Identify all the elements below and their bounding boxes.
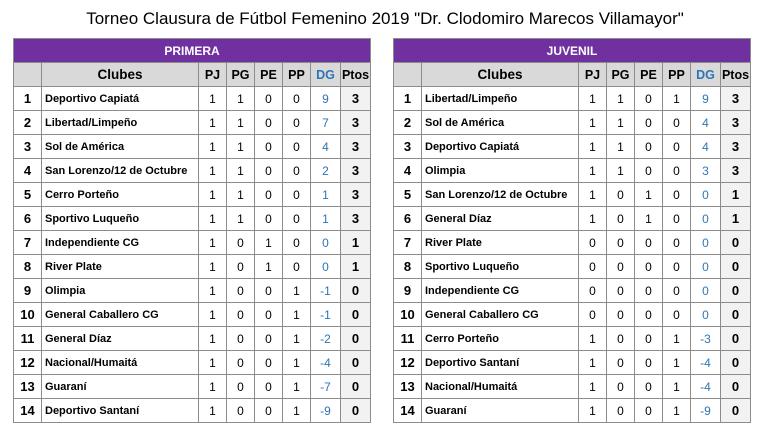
ptos-cell: 0 bbox=[341, 303, 371, 327]
position-cell: 11 bbox=[394, 327, 422, 351]
header-pg: PG bbox=[607, 63, 635, 87]
dg-cell: 0 bbox=[691, 207, 721, 231]
dg-cell: 0 bbox=[691, 183, 721, 207]
ptos-cell: 0 bbox=[721, 327, 751, 351]
table-row bbox=[394, 399, 751, 423]
table-row bbox=[394, 255, 751, 279]
ptos-cell: 3 bbox=[341, 183, 371, 207]
table-row bbox=[394, 279, 751, 303]
pj-cell: 1 bbox=[579, 111, 607, 135]
pe-cell: 0 bbox=[255, 399, 283, 423]
table-row bbox=[14, 351, 371, 375]
pg-cell: 1 bbox=[227, 135, 255, 159]
header-clubes: Clubes bbox=[42, 63, 199, 87]
header-pj: PJ bbox=[579, 63, 607, 87]
pe-cell: 0 bbox=[255, 111, 283, 135]
table-row bbox=[14, 183, 371, 207]
pj-cell: 1 bbox=[579, 399, 607, 423]
pe-cell: 0 bbox=[255, 303, 283, 327]
header-pp: PP bbox=[663, 63, 691, 87]
table-row bbox=[394, 111, 751, 135]
ptos-cell: 3 bbox=[721, 135, 751, 159]
club-name-cell: Deportivo Capiatá bbox=[42, 87, 199, 111]
pp-cell: 1 bbox=[283, 327, 311, 351]
ptos-cell: 0 bbox=[721, 231, 751, 255]
position-cell: 6 bbox=[14, 207, 42, 231]
pj-cell: 1 bbox=[199, 375, 227, 399]
ptos-cell: 0 bbox=[721, 399, 751, 423]
dg-cell: 0 bbox=[691, 231, 721, 255]
ptos-cell: 0 bbox=[341, 399, 371, 423]
dg-cell: 0 bbox=[691, 279, 721, 303]
pe-cell: 0 bbox=[255, 207, 283, 231]
pj-cell: 1 bbox=[579, 351, 607, 375]
header-position bbox=[14, 63, 42, 87]
pj-cell: 1 bbox=[199, 327, 227, 351]
ptos-cell: 0 bbox=[721, 255, 751, 279]
table-row bbox=[14, 327, 371, 351]
ptos-cell: 0 bbox=[341, 327, 371, 351]
pj-cell: 1 bbox=[199, 303, 227, 327]
ptos-cell: 3 bbox=[721, 87, 751, 111]
pp-cell: 0 bbox=[663, 303, 691, 327]
pj-cell: 1 bbox=[199, 279, 227, 303]
dg-cell: -4 bbox=[311, 351, 341, 375]
pe-cell: 0 bbox=[635, 87, 663, 111]
position-cell: 1 bbox=[394, 87, 422, 111]
dg-cell: 0 bbox=[311, 255, 341, 279]
pp-cell: 0 bbox=[283, 183, 311, 207]
club-name-cell: Deportivo Santaní bbox=[422, 351, 579, 375]
club-name-cell: Independiente CG bbox=[422, 279, 579, 303]
table-banner: JUVENIL bbox=[394, 39, 751, 63]
dg-cell: 2 bbox=[311, 159, 341, 183]
header-pg: PG bbox=[227, 63, 255, 87]
table-banner: PRIMERA bbox=[14, 39, 371, 63]
ptos-cell: 3 bbox=[341, 135, 371, 159]
club-name-cell: Sol de América bbox=[422, 111, 579, 135]
position-cell: 4 bbox=[14, 159, 42, 183]
pe-cell: 0 bbox=[635, 399, 663, 423]
dg-cell: 4 bbox=[311, 135, 341, 159]
pp-cell: 0 bbox=[663, 207, 691, 231]
pp-cell: 0 bbox=[663, 231, 691, 255]
ptos-cell: 0 bbox=[721, 279, 751, 303]
dg-cell: 4 bbox=[691, 135, 721, 159]
pj-cell: 1 bbox=[579, 135, 607, 159]
ptos-cell: 0 bbox=[721, 303, 751, 327]
pp-cell: 1 bbox=[283, 399, 311, 423]
pe-cell: 1 bbox=[255, 231, 283, 255]
dg-cell: 3 bbox=[691, 159, 721, 183]
dg-cell: 1 bbox=[311, 183, 341, 207]
position-cell: 13 bbox=[14, 375, 42, 399]
ptos-cell: 3 bbox=[341, 207, 371, 231]
pp-cell: 0 bbox=[663, 159, 691, 183]
pj-cell: 1 bbox=[579, 207, 607, 231]
pg-cell: 0 bbox=[607, 255, 635, 279]
table-row bbox=[14, 375, 371, 399]
club-name-cell: Cerro Porteño bbox=[42, 183, 199, 207]
pg-cell: 0 bbox=[607, 327, 635, 351]
club-name-cell: San Lorenzo/12 de Octubre bbox=[42, 159, 199, 183]
club-name-cell: Sportivo Luqueño bbox=[422, 255, 579, 279]
position-cell: 12 bbox=[394, 351, 422, 375]
ptos-cell: 0 bbox=[721, 375, 751, 399]
pg-cell: 1 bbox=[607, 135, 635, 159]
club-name-cell: Independiente CG bbox=[42, 231, 199, 255]
table-row bbox=[14, 207, 371, 231]
position-cell: 7 bbox=[14, 231, 42, 255]
pp-cell: 1 bbox=[663, 375, 691, 399]
pg-cell: 0 bbox=[227, 279, 255, 303]
pe-cell: 1 bbox=[635, 207, 663, 231]
pj-cell: 0 bbox=[579, 255, 607, 279]
position-cell: 6 bbox=[394, 207, 422, 231]
club-name-cell: River Plate bbox=[422, 231, 579, 255]
pj-cell: 1 bbox=[199, 207, 227, 231]
table-row bbox=[14, 135, 371, 159]
ptos-cell: 0 bbox=[341, 375, 371, 399]
pj-cell: 1 bbox=[199, 135, 227, 159]
ptos-cell: 3 bbox=[341, 159, 371, 183]
pj-cell: 1 bbox=[199, 231, 227, 255]
pg-cell: 1 bbox=[227, 87, 255, 111]
pg-cell: 0 bbox=[607, 231, 635, 255]
position-cell: 14 bbox=[394, 399, 422, 423]
pg-cell: 0 bbox=[607, 207, 635, 231]
club-name-cell: Libertad/Limpeño bbox=[422, 87, 579, 111]
pg-cell: 0 bbox=[227, 255, 255, 279]
primera-standings-table bbox=[13, 38, 371, 423]
table-row bbox=[14, 159, 371, 183]
table-row bbox=[394, 375, 751, 399]
header-ptos: Ptos bbox=[341, 63, 371, 87]
page-title: Torneo Clausura de Fútbol Femenino 2019 "Dr. Clodomiro Marecos Villamayor" bbox=[86, 9, 684, 28]
pe-cell: 0 bbox=[635, 351, 663, 375]
pe-cell: 0 bbox=[255, 279, 283, 303]
pj-cell: 0 bbox=[579, 279, 607, 303]
pj-cell: 1 bbox=[199, 255, 227, 279]
table-row bbox=[394, 183, 751, 207]
position-cell: 10 bbox=[394, 303, 422, 327]
pe-cell: 0 bbox=[635, 375, 663, 399]
pp-cell: 0 bbox=[283, 159, 311, 183]
pp-cell: 1 bbox=[663, 87, 691, 111]
pg-cell: 0 bbox=[607, 375, 635, 399]
table-row bbox=[394, 303, 751, 327]
pp-cell: 1 bbox=[663, 399, 691, 423]
pp-cell: 0 bbox=[663, 111, 691, 135]
position-cell: 2 bbox=[14, 111, 42, 135]
header-pe: PE bbox=[255, 63, 283, 87]
club-name-cell: Guaraní bbox=[422, 399, 579, 423]
pp-cell: 0 bbox=[283, 231, 311, 255]
pe-cell: 0 bbox=[635, 159, 663, 183]
header-position bbox=[394, 63, 422, 87]
position-cell: 10 bbox=[14, 303, 42, 327]
pg-cell: 1 bbox=[607, 159, 635, 183]
pe-cell: 0 bbox=[255, 351, 283, 375]
table-row bbox=[394, 135, 751, 159]
position-cell: 3 bbox=[394, 135, 422, 159]
header-clubes: Clubes bbox=[422, 63, 579, 87]
dg-cell: -4 bbox=[691, 351, 721, 375]
club-name-cell: General Caballero CG bbox=[422, 303, 579, 327]
table-row bbox=[14, 279, 371, 303]
table-row bbox=[14, 399, 371, 423]
club-name-cell: Deportivo Santaní bbox=[42, 399, 199, 423]
pp-cell: 0 bbox=[663, 183, 691, 207]
position-cell: 1 bbox=[14, 87, 42, 111]
table-row bbox=[394, 351, 751, 375]
ptos-cell: 3 bbox=[721, 159, 751, 183]
pe-cell: 0 bbox=[635, 135, 663, 159]
dg-cell: 9 bbox=[311, 87, 341, 111]
pp-cell: 0 bbox=[283, 135, 311, 159]
pj-cell: 1 bbox=[579, 183, 607, 207]
pe-cell: 0 bbox=[635, 255, 663, 279]
pg-cell: 1 bbox=[607, 87, 635, 111]
club-name-cell: General Caballero CG bbox=[42, 303, 199, 327]
ptos-cell: 1 bbox=[721, 207, 751, 231]
position-cell: 9 bbox=[394, 279, 422, 303]
header-dg: DG bbox=[311, 63, 341, 87]
position-cell: 8 bbox=[394, 255, 422, 279]
pe-cell: 0 bbox=[635, 231, 663, 255]
pj-cell: 1 bbox=[199, 159, 227, 183]
pg-cell: 0 bbox=[227, 303, 255, 327]
pe-cell: 0 bbox=[635, 303, 663, 327]
pj-cell: 0 bbox=[579, 231, 607, 255]
position-cell: 5 bbox=[14, 183, 42, 207]
position-cell: 3 bbox=[14, 135, 42, 159]
pe-cell: 1 bbox=[255, 255, 283, 279]
pj-cell: 1 bbox=[199, 87, 227, 111]
club-name-cell: Deportivo Capiatá bbox=[422, 135, 579, 159]
pg-cell: 0 bbox=[227, 231, 255, 255]
pj-cell: 1 bbox=[579, 327, 607, 351]
dg-cell: -2 bbox=[311, 327, 341, 351]
pg-cell: 1 bbox=[227, 111, 255, 135]
position-cell: 11 bbox=[14, 327, 42, 351]
pp-cell: 1 bbox=[663, 327, 691, 351]
ptos-cell: 1 bbox=[341, 231, 371, 255]
ptos-cell: 3 bbox=[341, 111, 371, 135]
ptos-cell: 1 bbox=[341, 255, 371, 279]
dg-cell: -1 bbox=[311, 279, 341, 303]
pe-cell: 0 bbox=[255, 87, 283, 111]
ptos-cell: 0 bbox=[341, 279, 371, 303]
club-name-cell: San Lorenzo/12 de Octubre bbox=[422, 183, 579, 207]
club-name-cell: Guaraní bbox=[42, 375, 199, 399]
pe-cell: 1 bbox=[635, 183, 663, 207]
dg-cell: 9 bbox=[691, 87, 721, 111]
pj-cell: 1 bbox=[199, 111, 227, 135]
table-row bbox=[394, 231, 751, 255]
pp-cell: 1 bbox=[283, 351, 311, 375]
ptos-cell: 3 bbox=[341, 87, 371, 111]
pp-cell: 0 bbox=[663, 135, 691, 159]
dg-cell: -9 bbox=[691, 399, 721, 423]
pp-cell: 0 bbox=[663, 255, 691, 279]
position-cell: 7 bbox=[394, 231, 422, 255]
pg-cell: 0 bbox=[607, 279, 635, 303]
dg-cell: -7 bbox=[311, 375, 341, 399]
dg-cell: 7 bbox=[311, 111, 341, 135]
pg-cell: 0 bbox=[607, 351, 635, 375]
ptos-cell: 0 bbox=[721, 351, 751, 375]
header-pp: PP bbox=[283, 63, 311, 87]
pg-cell: 1 bbox=[607, 111, 635, 135]
table-row bbox=[394, 159, 751, 183]
club-name-cell: Olimpia bbox=[42, 279, 199, 303]
juvenil-standings-table bbox=[393, 38, 751, 423]
dg-cell: 4 bbox=[691, 111, 721, 135]
club-name-cell: Nacional/Humaitá bbox=[422, 375, 579, 399]
pg-cell: 0 bbox=[607, 183, 635, 207]
club-name-cell: General Díaz bbox=[42, 327, 199, 351]
pg-cell: 1 bbox=[227, 159, 255, 183]
header-pe: PE bbox=[635, 63, 663, 87]
position-cell: 9 bbox=[14, 279, 42, 303]
pe-cell: 0 bbox=[255, 375, 283, 399]
table-row bbox=[394, 207, 751, 231]
dg-cell: 0 bbox=[311, 231, 341, 255]
position-cell: 2 bbox=[394, 111, 422, 135]
pp-cell: 1 bbox=[663, 351, 691, 375]
pp-cell: 1 bbox=[283, 375, 311, 399]
position-cell: 5 bbox=[394, 183, 422, 207]
club-name-cell: General Díaz bbox=[422, 207, 579, 231]
pj-cell: 1 bbox=[199, 399, 227, 423]
pj-cell: 1 bbox=[579, 159, 607, 183]
table-row bbox=[394, 87, 751, 111]
club-name-cell: Cerro Porteño bbox=[422, 327, 579, 351]
pe-cell: 0 bbox=[255, 327, 283, 351]
pg-cell: 0 bbox=[227, 399, 255, 423]
club-name-cell: Sol de América bbox=[42, 135, 199, 159]
header-ptos: Ptos bbox=[721, 63, 751, 87]
pg-cell: 0 bbox=[227, 351, 255, 375]
pj-cell: 1 bbox=[579, 375, 607, 399]
pe-cell: 0 bbox=[255, 159, 283, 183]
dg-cell: 0 bbox=[691, 303, 721, 327]
position-cell: 8 bbox=[14, 255, 42, 279]
club-name-cell: Nacional/Humaitá bbox=[42, 351, 199, 375]
table-row bbox=[14, 111, 371, 135]
pe-cell: 0 bbox=[635, 279, 663, 303]
dg-cell: -3 bbox=[691, 327, 721, 351]
pg-cell: 0 bbox=[607, 303, 635, 327]
pp-cell: 0 bbox=[663, 279, 691, 303]
ptos-cell: 1 bbox=[721, 183, 751, 207]
pg-cell: 1 bbox=[227, 183, 255, 207]
pg-cell: 0 bbox=[227, 375, 255, 399]
table-row bbox=[14, 255, 371, 279]
header-pj: PJ bbox=[199, 63, 227, 87]
pe-cell: 0 bbox=[255, 135, 283, 159]
position-cell: 4 bbox=[394, 159, 422, 183]
ptos-cell: 3 bbox=[721, 111, 751, 135]
pg-cell: 1 bbox=[227, 207, 255, 231]
club-name-cell: Olimpia bbox=[422, 159, 579, 183]
position-cell: 12 bbox=[14, 351, 42, 375]
pj-cell: 1 bbox=[579, 87, 607, 111]
pj-cell: 1 bbox=[199, 351, 227, 375]
pg-cell: 0 bbox=[227, 327, 255, 351]
ptos-cell: 0 bbox=[341, 351, 371, 375]
pp-cell: 1 bbox=[283, 279, 311, 303]
club-name-cell: River Plate bbox=[42, 255, 199, 279]
dg-cell: -1 bbox=[311, 303, 341, 327]
pp-cell: 0 bbox=[283, 87, 311, 111]
pp-cell: 0 bbox=[283, 207, 311, 231]
table-row bbox=[14, 231, 371, 255]
dg-cell: 0 bbox=[691, 255, 721, 279]
pp-cell: 0 bbox=[283, 255, 311, 279]
club-name-cell: Sportivo Luqueño bbox=[42, 207, 199, 231]
pg-cell: 0 bbox=[607, 399, 635, 423]
dg-cell: 1 bbox=[311, 207, 341, 231]
pp-cell: 0 bbox=[283, 111, 311, 135]
header-dg: DG bbox=[691, 63, 721, 87]
position-cell: 13 bbox=[394, 375, 422, 399]
table-row bbox=[394, 327, 751, 351]
pj-cell: 0 bbox=[579, 303, 607, 327]
table-row bbox=[14, 303, 371, 327]
club-name-cell: Libertad/Limpeño bbox=[42, 111, 199, 135]
position-cell: 14 bbox=[14, 399, 42, 423]
dg-cell: -4 bbox=[691, 375, 721, 399]
pe-cell: 0 bbox=[635, 327, 663, 351]
pe-cell: 0 bbox=[255, 183, 283, 207]
pj-cell: 1 bbox=[199, 183, 227, 207]
pe-cell: 0 bbox=[635, 111, 663, 135]
pp-cell: 1 bbox=[283, 303, 311, 327]
table-row bbox=[14, 87, 371, 111]
dg-cell: -9 bbox=[311, 399, 341, 423]
